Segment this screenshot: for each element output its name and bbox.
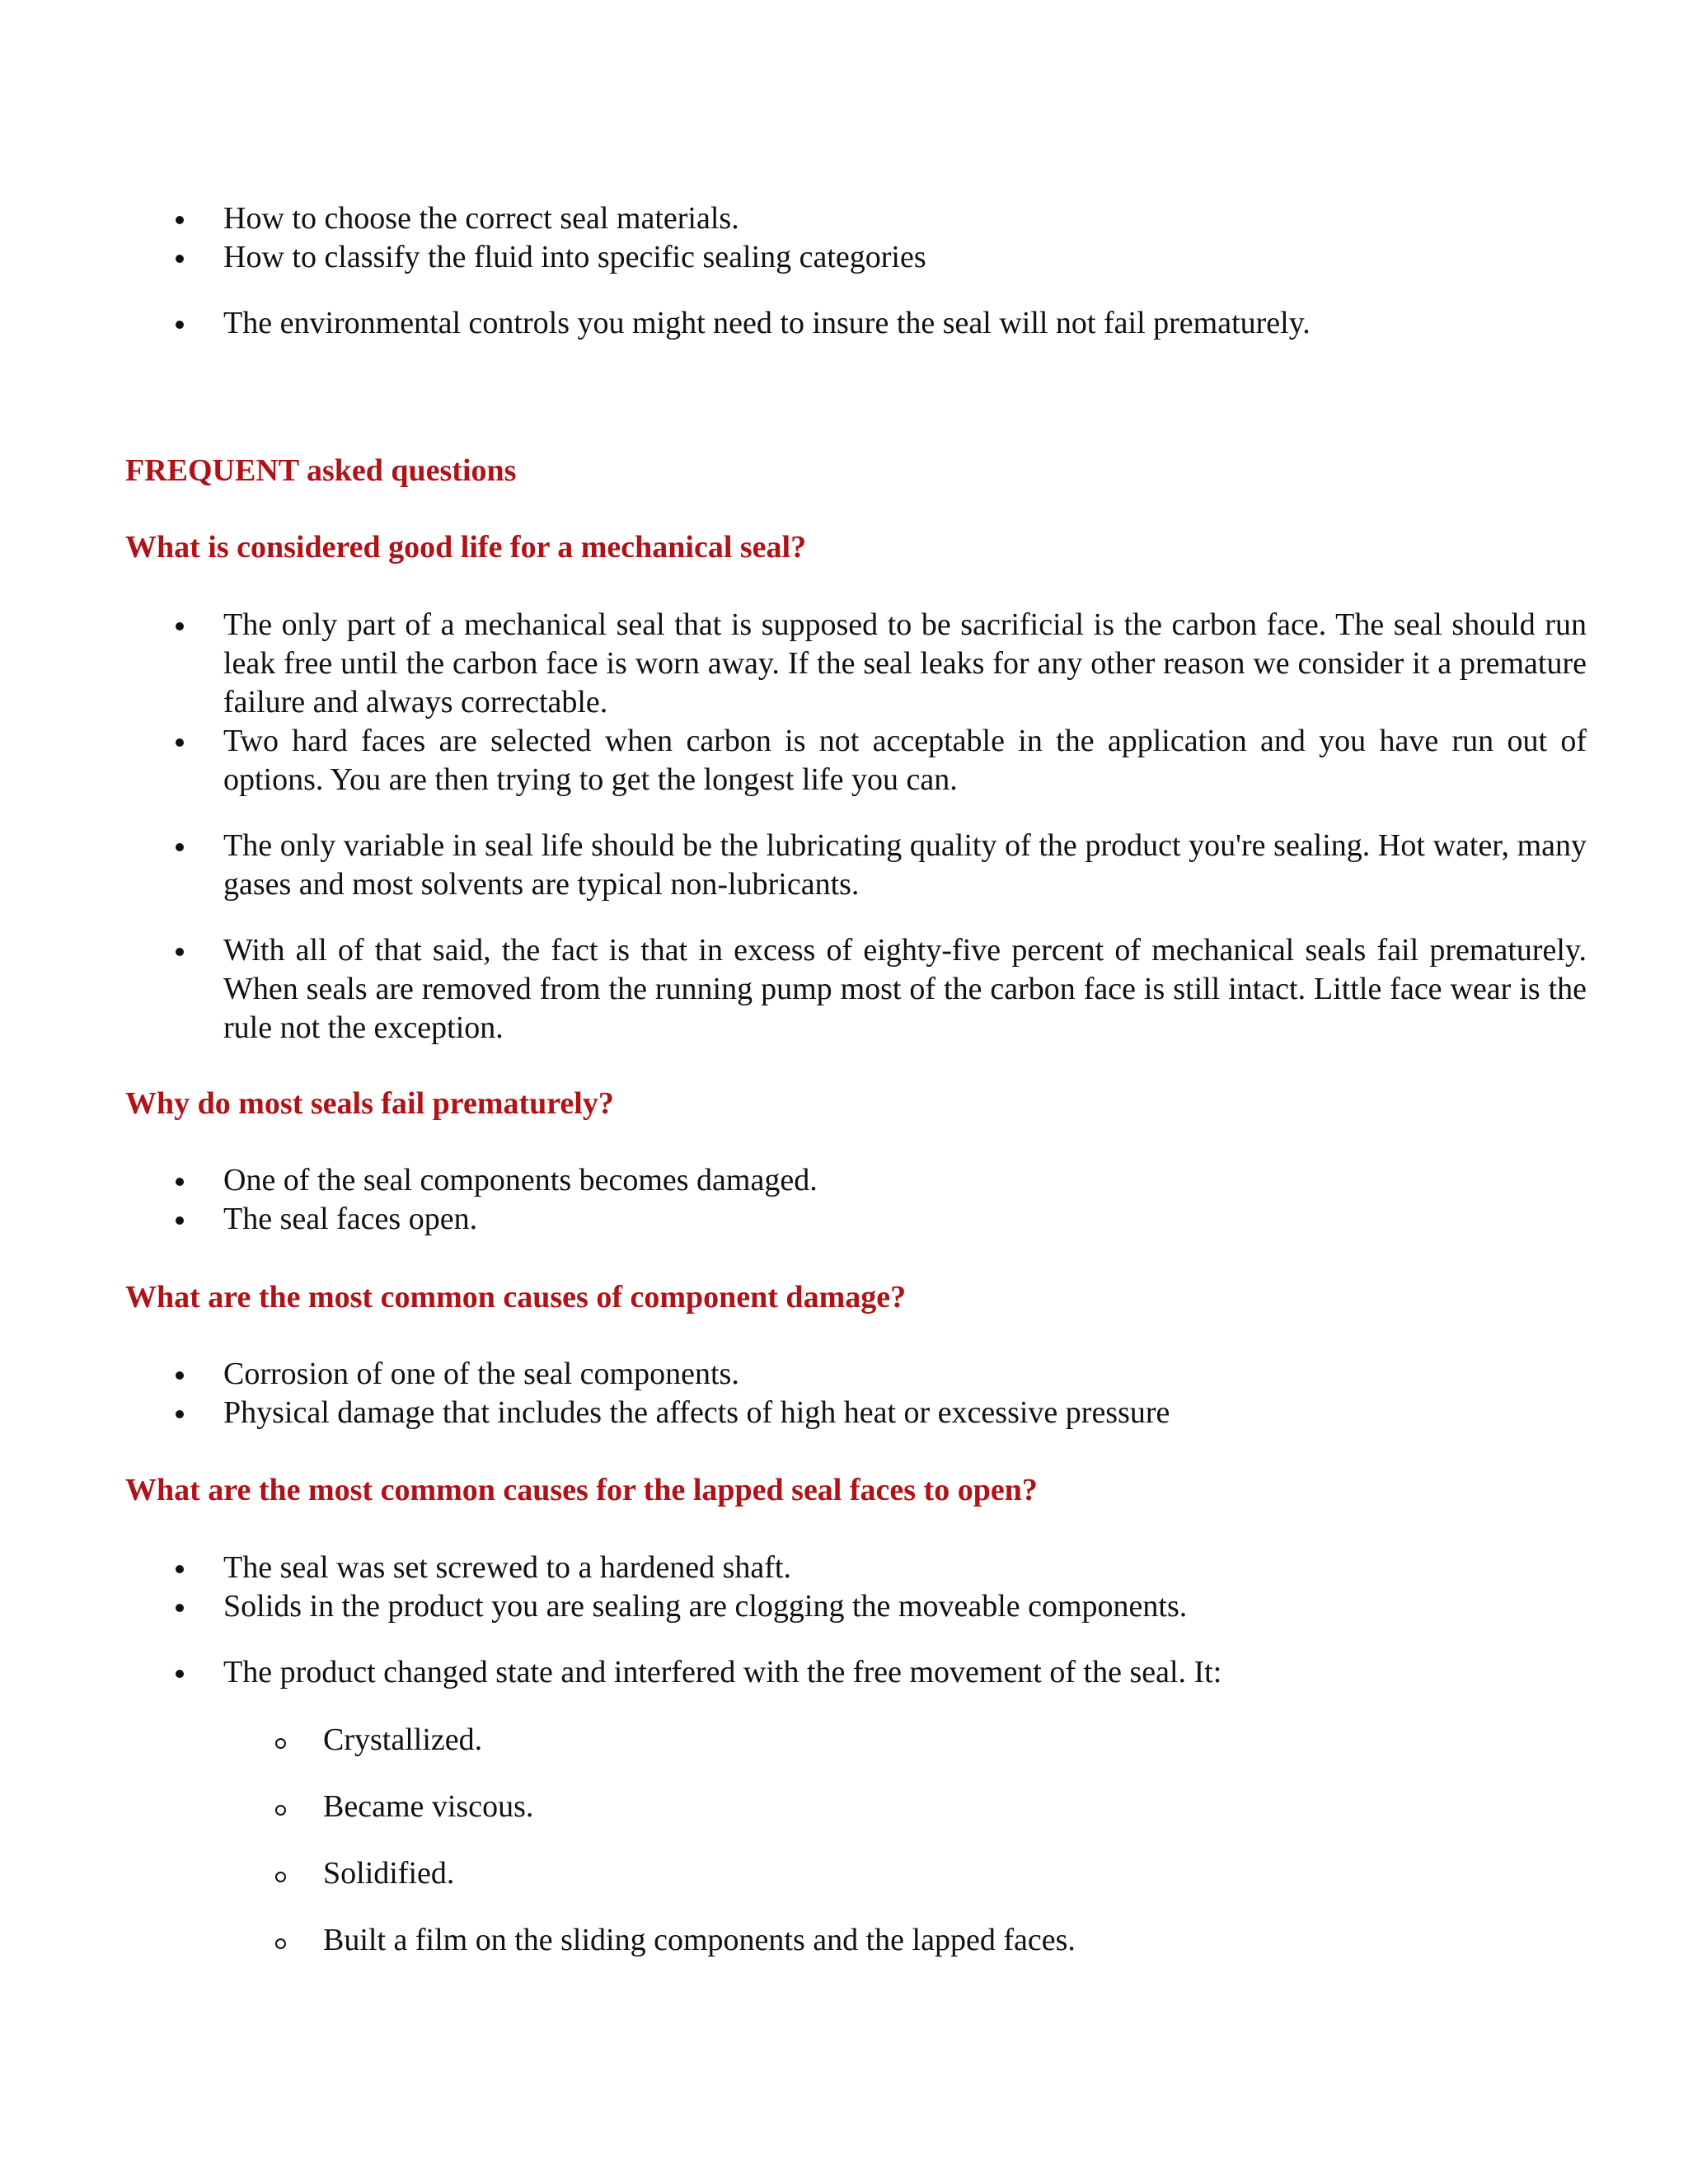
- list-item: The environmental controls you might need to insure the seal will not fail prematurely.: [0, 304, 1587, 343]
- answer-list: [0, 1549, 1688, 1692]
- sub-list-item: Crystallized.: [0, 1721, 1688, 1760]
- sub-answer-list: [0, 1721, 1688, 1988]
- question-heading: What are the most common causes for the lapped seal faces to open?: [125, 1473, 1038, 1507]
- question-heading: What are the most common causes of component damage?: [125, 1280, 907, 1315]
- section-title: FREQUENT asked questions: [125, 453, 517, 488]
- list-item: The only variable in seal life should be the lubricating quality of the product you're sealing. Hot water, many gases and most solvents are typical non-lubricants.: [0, 827, 1587, 904]
- list-item: The product changed state and interfered with the free movement of the seal. It:: [0, 1653, 1587, 1692]
- answer-list: [0, 1355, 1688, 1432]
- list-item: The seal faces open.: [0, 1200, 1587, 1239]
- question-heading: Why do most seals fail prematurely?: [125, 1086, 614, 1121]
- intro-list: [0, 199, 1688, 343]
- list-item: Corrosion of one of the seal components.: [0, 1355, 1587, 1394]
- list-item: How to classify the fluid into specific sealing categories: [0, 238, 1587, 277]
- answer-list: [0, 1161, 1688, 1239]
- list-item: With all of that said, the fact is that in excess of eighty-five percent of mechanical seals fail prematurely. When seals are removed from the running pump most of the carbon face is still intact. Little face wear is the rule not the exception.: [0, 931, 1587, 1047]
- question-heading: What is considered good life for a mechanical seal?: [125, 530, 807, 565]
- answer-list: [0, 606, 1688, 1047]
- sub-list-item: Built a film on the sliding components and the lapped faces.: [0, 1921, 1688, 1960]
- list-item: The only part of a mechanical seal that is supposed to be sacrificial is the carbon face. The seal should run leak free until the carbon face is worn away. If the seal leaks for any other reason we consider it a premature failure and always correctable.: [0, 606, 1587, 722]
- list-item: Physical damage that includes the affects of high heat or excessive pressure: [0, 1394, 1587, 1432]
- sub-list-item: Became viscous.: [0, 1788, 1688, 1826]
- list-item: The seal was set screwed to a hardened shaft.: [0, 1549, 1587, 1587]
- list-item: Two hard faces are selected when carbon is not acceptable in the application and you have run out of options. You are then trying to get the longest life you can.: [0, 722, 1587, 799]
- list-item: Solids in the product you are sealing are clogging the moveable components.: [0, 1587, 1587, 1626]
- sub-list-item: Solidified.: [0, 1854, 1688, 1893]
- list-item: How to choose the correct seal materials.: [0, 199, 1587, 238]
- list-item: One of the seal components becomes damaged.: [0, 1161, 1587, 1200]
